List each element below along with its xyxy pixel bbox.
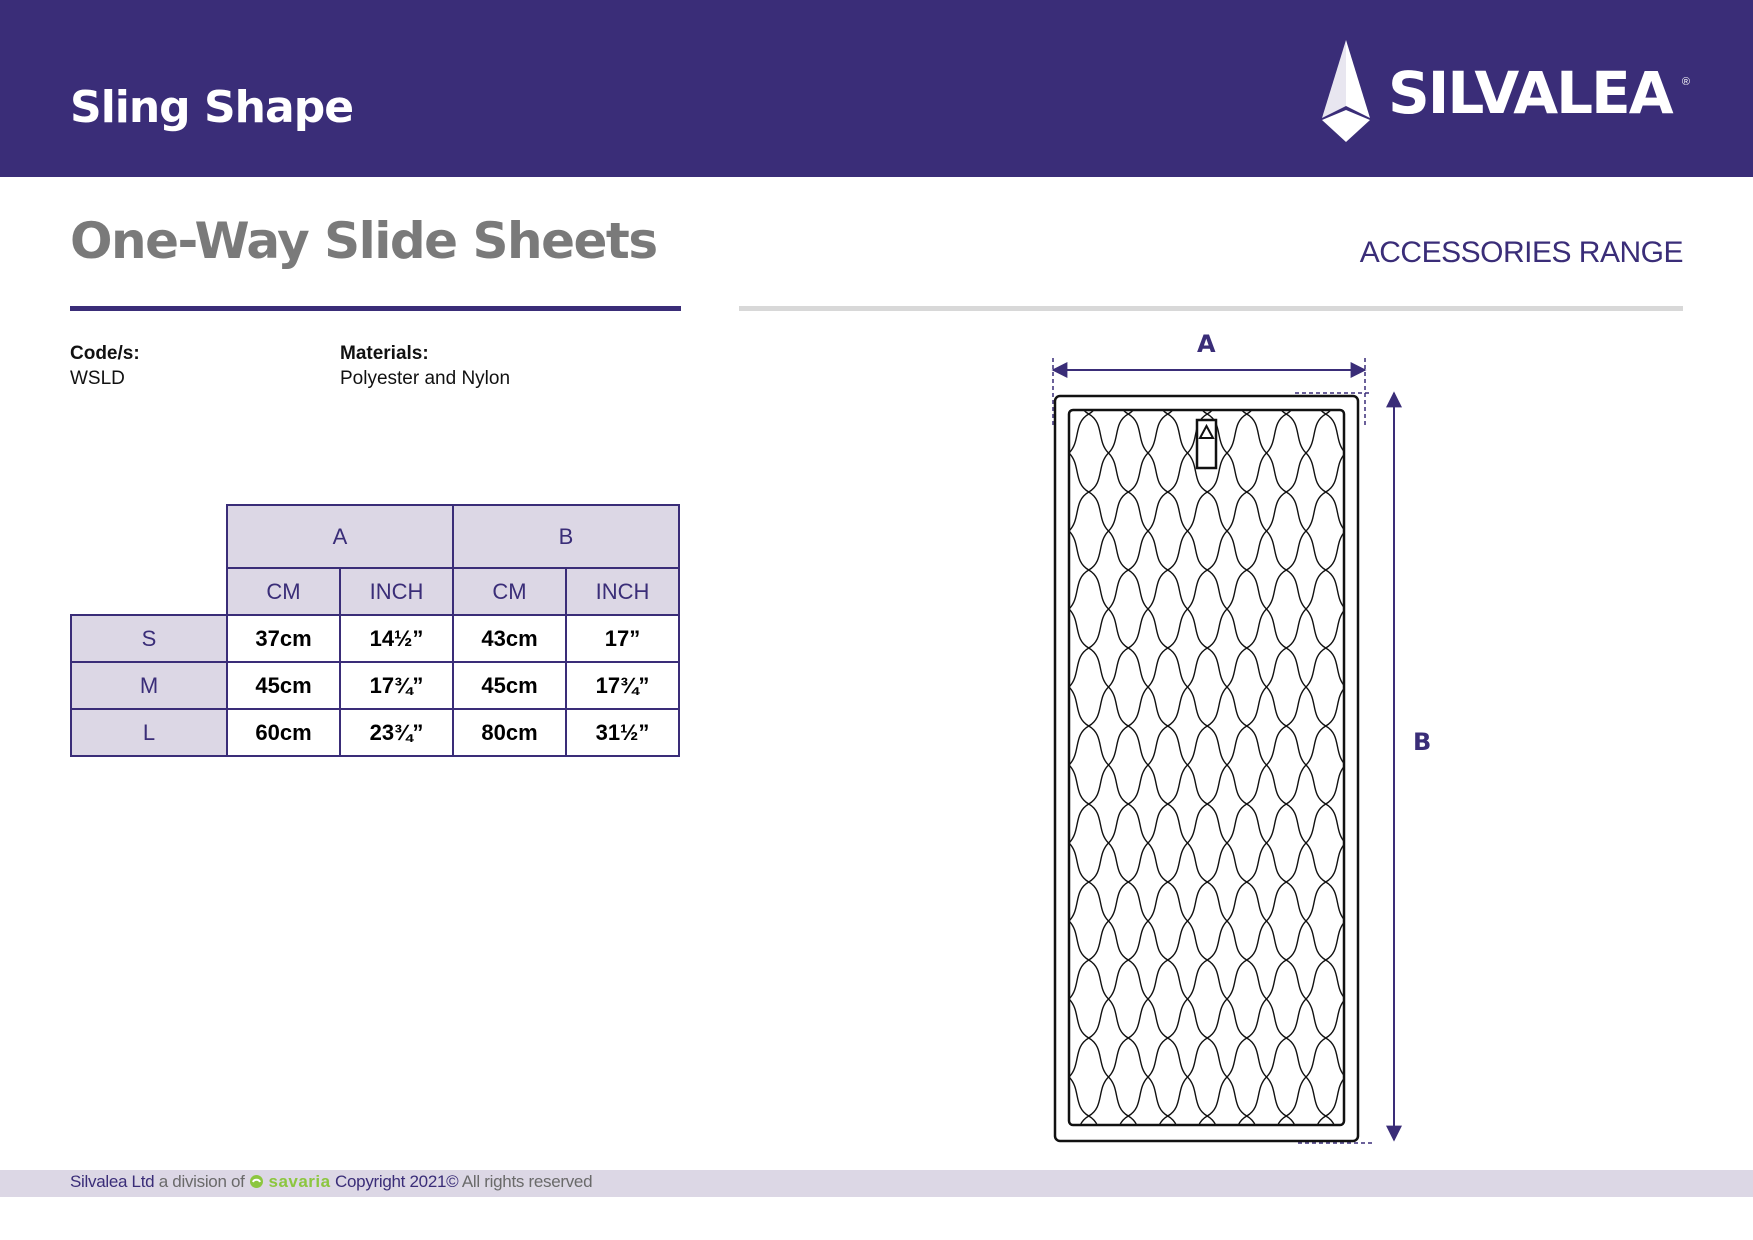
table-cell: 37cm (227, 615, 340, 662)
footer-division: a division of (158, 1172, 245, 1191)
table-row (71, 662, 679, 709)
header-title: Sling Shape (70, 82, 354, 133)
footer-rights: All rights reserved (461, 1172, 593, 1191)
table-cell: 14½” (340, 615, 453, 662)
unit-header: INCH (340, 568, 453, 615)
code-value: WSLD (70, 368, 125, 389)
code-label: Code/s: (70, 343, 140, 364)
divider-rule (739, 306, 1683, 311)
table-cell: 80cm (453, 709, 566, 756)
table-row (71, 615, 679, 662)
table-cell: 17” (566, 615, 679, 662)
table-corner (71, 568, 227, 615)
size-table (70, 504, 680, 757)
product-title: One-Way Slide Sheets (70, 212, 657, 270)
table-cell: 60cm (227, 709, 340, 756)
dimension-b-label: B (1413, 728, 1432, 756)
range-label: ACCESSORIES RANGE (1359, 236, 1683, 269)
copyright-icon: © (446, 1172, 459, 1191)
group-header-b: B (453, 505, 679, 568)
dimension-a-label: A (1197, 330, 1216, 358)
table-group-header-row (71, 505, 679, 568)
table-cell: 45cm (453, 662, 566, 709)
unit-header: INCH (566, 568, 679, 615)
table-unit-header-row (71, 568, 679, 615)
table-cell: 17¾” (340, 662, 453, 709)
table-cell: 45cm (227, 662, 340, 709)
table-cell: 23¾” (340, 709, 453, 756)
brand-name: SILVALEA (1388, 59, 1672, 127)
unit-header: CM (227, 568, 340, 615)
footer-company: Silvalea Ltd (70, 1172, 155, 1191)
materials-field (340, 343, 510, 390)
materials-value: Polyester and Nylon (340, 368, 511, 389)
silvalea-logo (1316, 40, 1690, 145)
slide-sheet-diagram (1040, 330, 1440, 1150)
size-label: M (71, 662, 227, 709)
table-row (71, 709, 679, 756)
footer-parent-brand: savaria (268, 1172, 331, 1191)
silvalea-logo-icon (1316, 40, 1376, 145)
table-cell: 31½” (566, 709, 679, 756)
size-label: S (71, 615, 227, 662)
table-cell: 43cm (453, 615, 566, 662)
registered-mark: ® (1681, 76, 1690, 88)
size-label: L (71, 709, 227, 756)
table-corner (71, 505, 227, 568)
unit-header: CM (453, 568, 566, 615)
slide-sheet-drawing (1040, 330, 1440, 1155)
header-banner (0, 0, 1753, 177)
table-cell: 17¾” (566, 662, 679, 709)
footer-bar (0, 1170, 1753, 1197)
materials-label: Materials: (340, 343, 429, 364)
footer-copyright: Copyright 2021 (335, 1172, 447, 1191)
savaria-logo-icon (249, 1174, 264, 1189)
code-field (70, 343, 140, 390)
footer-text (70, 1172, 592, 1192)
group-header-a: A (227, 505, 453, 568)
title-rule (70, 306, 681, 311)
